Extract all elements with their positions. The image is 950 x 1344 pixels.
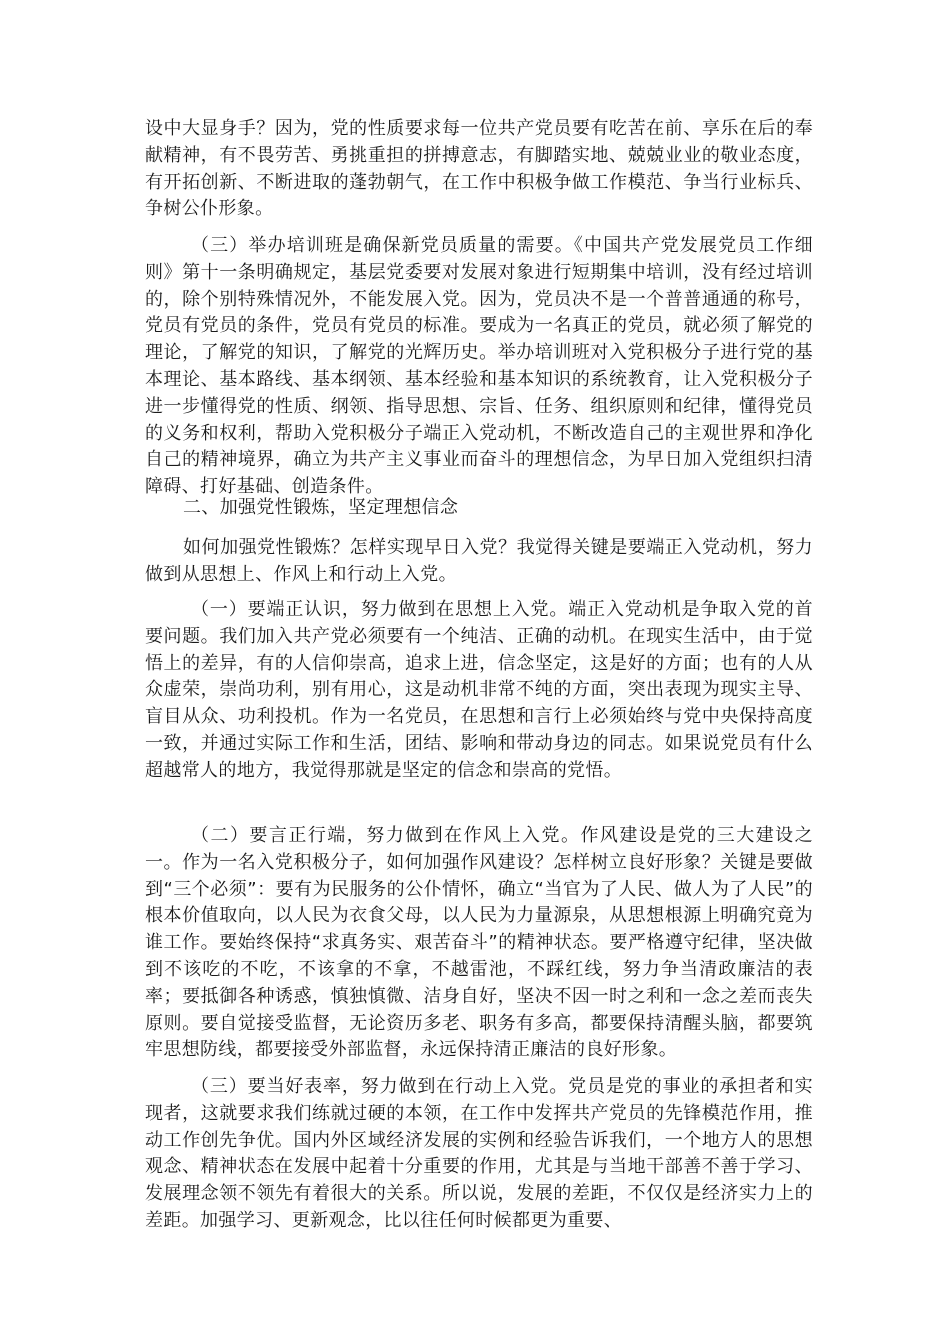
paragraph-action: （三）要当好表率，努力做到在行动上入党。党员是党的事业的承担者和实现者，这就要求我们练就过硬的本领，在工作中发挥共产党员的先锋模范作用，推动工作创先争优。国内外区域经济发展的实例和经验告诉我们，一个地方人的思想观念、精神状态在发展中起着十分重要的作用，尤其是与当地干部善不善于学习、发展理念领不领先有着很大的关系。所以说，发展的差距，不仅仅是经济实力上的差距。加强学习、更新观念，比以往任何时候都更为重要、	[145, 1076, 813, 1231]
section-heading-party-spirit: 二、加强党性锻炼，坚定理想信念	[183, 497, 459, 518]
paragraph-work-style: （二）要言正行端，努力做到在作风上入党。作风建设是党的三大建设之一。作为一名入党积极分子，如何加强作风建设？怎样树立良好形象？关键是要做到“三个必须”：要有为民服务的公仆情怀，确立“当官为了人民、做人为了人民”的根本价值取向，以人民为衣食父母，以人民为力量源泉，从思想根源上明确究竟为谁工作。要始终保持“求真务实、艰苦奋斗”的精神状态。要严格遵守纪律，坚决做到不该吃的不吃，不该拿的不拿，不越雷池，不踩红线，努力争当清政廉洁的表率；要抵御各种诱惑，慎独慎微、洁身自好，坚决不因一时之利和一念之差而丧失原则。要自觉接受监督，无论资历多老、职务有多高，都要保持清醒头脑，都要筑牢思想防线，都要接受外部监督，永远保持清正廉洁的良好形象。	[145, 825, 813, 1061]
paragraph-continuation: 设中大显身手？因为，党的性质要求每一位共产党员要有吃苦在前、享乐在后的奉献精神，有不畏劳苦、勇挑重担的拼搏意志，有脚踏实地、兢兢业业的敬业态度，有开拓创新、不断进取的蓬勃朝气，在工作中积极争做工作模范、争当行业标兵、争树公仆形象。	[145, 118, 813, 220]
paragraph-training-class: （三）举办培训班是确保新党员质量的需要。《中国共产党发展党员工作细则》第十一条明确规定，基层党委要对发展对象进行短期集中培训，没有经过培训的，除个别特殊情况外，不能发展入党。因为，党员决不是一个普普通通的称号，党员有党员的条件，党员有党员的标准。要成为一名真正的党员，就必须了解党的理论，了解党的知识，了解党的光辉历史。举办培训班对入党积极分子进行党的基本理论、基本路线、基本纲领、基本经验和基本知识的系统教育，让入党积极分子进一步懂得党的性质、纲领、指导思想、宗旨、任务、组织原则和纪律，懂得党员的义务和权利，帮助入党积极分子端正入党动机，不断改造自己的主观世界和净化自己的精神境界，确立为共产主义事业而奋斗的理想信念，为早日加入党组织扫清障碍、打好基础、创造条件。	[145, 235, 813, 498]
paragraph-ideological: （一）要端正认识，努力做到在思想上入党。端正入党动机是争取入党的首要问题。我们加入共产党必须要有一个纯洁、正确的动机。在现实生活中，由于觉悟上的差异，有的人信仰崇高，追求上进，信念坚定，这是好的方面；也有的人从众虚荣，崇尚功利，别有用心，这是动机非常不纯的方面，突出表现为现实主导、盲目从众、功利投机。作为一名党员，在思想和言行上必须始终与党中央保持高度一致，并通过实际工作和生活，团结、影响和带动身边的同志。如果说党员有什么超越常人的地方，我觉得那就是坚定的信念和崇高的党悟。	[145, 599, 813, 781]
paragraph-intro-question: 如何加强党性锻炼？怎样实现早日入党？我觉得关键是要端正入党动机，努力做到从思想上、作风上和行动上入党。	[145, 537, 813, 585]
